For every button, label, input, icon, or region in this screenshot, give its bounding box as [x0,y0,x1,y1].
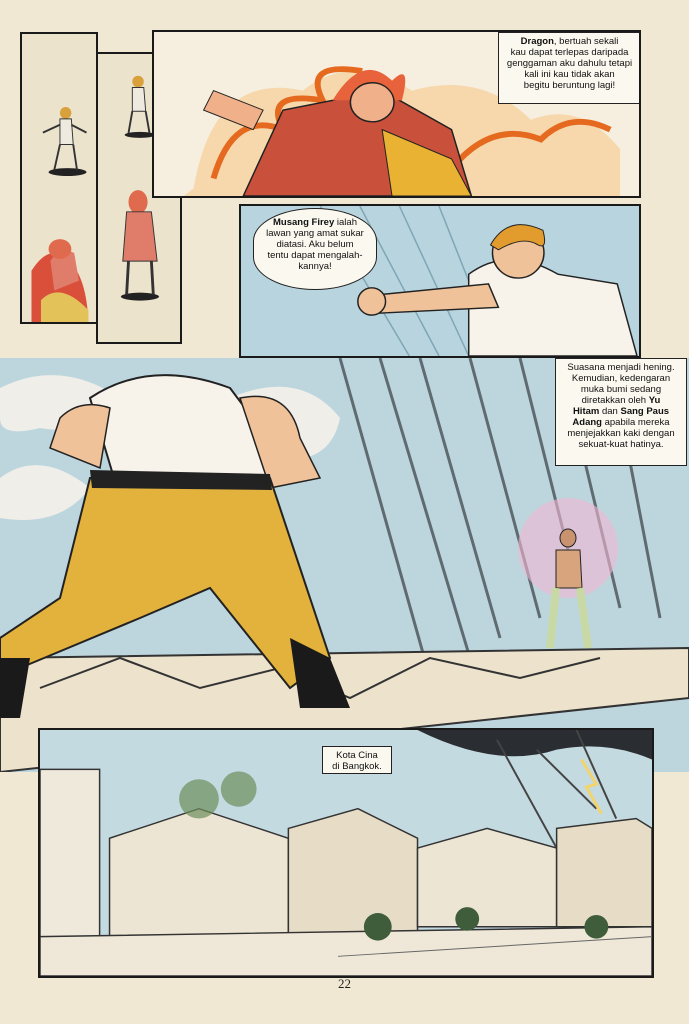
location-line1: Kota Cina [336,750,378,761]
narration-name-adang: Adang [572,417,602,428]
caption-line5: begitu beruntung lagi! [523,80,616,91]
bubble-line4: tentu dapat mengalah- [267,250,363,261]
location-caption [322,746,392,774]
panel-left-strip [20,32,98,324]
panel-fiery-villain [152,30,641,198]
narration-name-hitam: Hitam [572,406,600,417]
narration-name-sang-paus: Sang Paus [620,406,670,417]
panel-ground-smash [0,358,689,772]
narration-line4-a: diretakkan oleh [581,395,649,406]
narration-line2: Kemudian, kedengaran [571,373,671,384]
bubble-line5: kannya! [298,261,332,272]
panel-blond-fighter [239,204,641,358]
bubble-line1-rest: ialah [334,217,357,228]
narration-line1: Suasana menjadi hening. [567,362,675,373]
caption-line2: kau dapat terlepas daripada [510,47,629,58]
narration-line5-b: dan [599,406,621,417]
caption-line3: genggaman aku dahulu tetapi [506,58,633,69]
narration-line7: menjejakkan kaki dengan [567,428,675,439]
panel-chinatown [38,728,654,978]
caption-name-dragon: Dragon [520,36,554,47]
narration-name-yu: Yu [648,395,661,406]
bubble-name-musang: Musang Firey [273,217,335,228]
fighter-speech-bubble [253,208,377,290]
page-number: 22 [338,976,351,991]
caption-line1-rest: , bertuah sekali [553,36,619,47]
location-line2: di Bangkok. [332,761,382,772]
narration-line8: sekuat-kuat hatinya. [578,439,664,450]
narration-line6-b: apabila mereka [601,417,670,428]
bubble-line3: diatasi. Aku belum [276,239,354,250]
villain-caption [498,32,641,104]
narration-caption [555,358,687,466]
left-strip-art [22,34,96,322]
bubble-line2: lawan yang amat sukar [266,228,364,239]
caption-line4: kali ini kau tidak akan [524,69,615,80]
narration-line3: muka bumi sedang [580,384,662,395]
